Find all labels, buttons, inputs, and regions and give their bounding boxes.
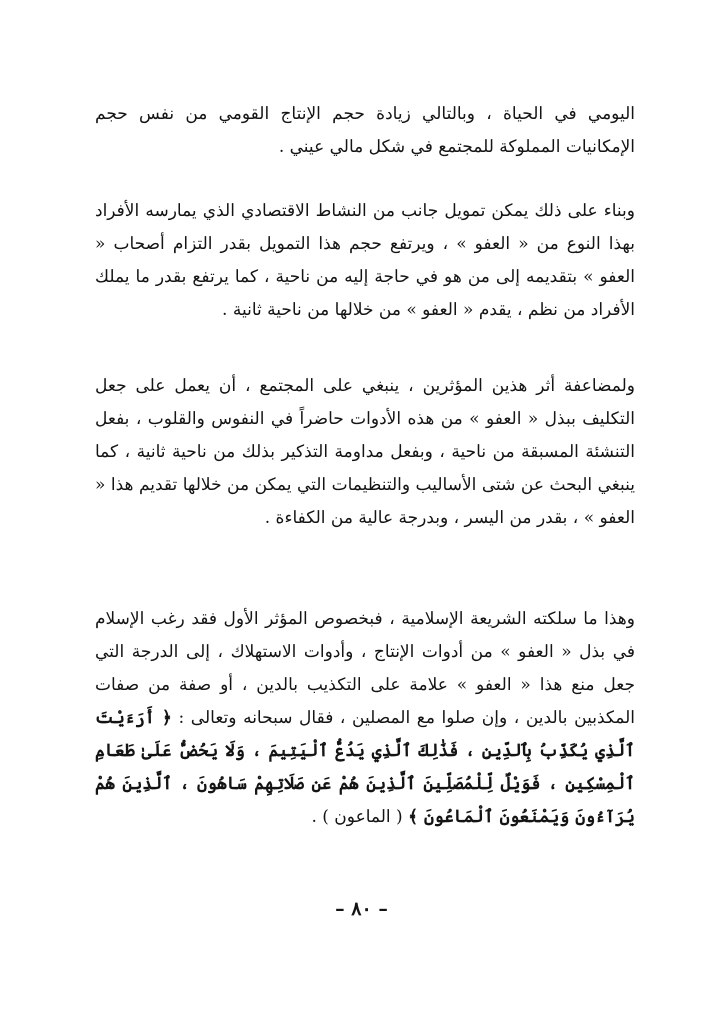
verse-citation: ( الماعون ) .	[311, 807, 403, 827]
paragraph	[95, 98, 635, 164]
paragraph-text	[95, 603, 635, 834]
quran-verse: ﴿ أَرَءَيْتَ ٱلَّذِي يُكَذِّبُ بِٱلدِّينِ ، فَذَٰلِكَ ٱلَّذِي يَدُعُّ ٱلْيَتِيمَ ، وَلَا يَحُضُّ عَلَىٰ طَعَامِ ٱلْمِسْكِينِ ، فَوَيْلٌ لِّلْمُصَلِّينَ ٱلَّذِينَ هُمْ عَن صَلَاتِهِمْ سَاهُونَ ، ٱلَّذِينَ هُمْ يُرَآءُونَ وَيَمْنَعُونَ ٱلْمَاعُونَ ﴾	[95, 708, 635, 827]
page-number: – ٨٠ –	[335, 898, 388, 920]
paragraph-intro: وهذا ما سلكته الشريعة الإسلامية ، فبخصوص المؤثر الأول فقد رغب الإسلام في بذل « العفو » من أدوات الإنتاج ، وأدوات الاستهلاك ، إلى الدرجة التي جعل منع هذا « العفو » علامة على التكذيب بالدين ، أو صفة من صفات المكذبين بالدين ، وإن صلوا مع المصلين ، فقال سبحانه وتعالى :	[95, 609, 635, 728]
paragraph-text: اليومي في الحياة ، وبالتالي زيادة حجم الإنتاج القومي من نفس حجم الإمكانيات المملوكة للمجتمع في شكل مالي عيني .	[95, 104, 635, 157]
paragraph	[95, 370, 635, 535]
paragraph	[95, 195, 635, 327]
paragraph-text: وبناء على ذلك يمكن تمويل جانب من النشاط الاقتصادي الذي يمارسه الأفراد بهذا النوع من « العفو » ، ويرتفع حجم هذا التمويل بقدر التزام أصحاب « العفو » بتقديمه إلى من هو في حاجة إليه من ناحية ، كما يرتفع بقدر ما يملك الأفراد من نظم ، يقدم « العفو » من خلالها من ناحية ثانية .	[95, 201, 635, 320]
paragraph-with-verse	[95, 603, 635, 834]
paragraph-text: ولمضاعفة أثر هذين المؤثرين ، ينبغي على المجتمع ، أن يعمل على جعل التكليف ببذل « العفو » من هذه الأدوات حاضراً في النفوس والقلوب ، بفعل التنشئة المسبقة من ناحية ، وبفعل مداومة التذكير بذلك من ناحية ثانية ، كما ينبغي البحث عن شتى الأساليب والتنظيمات التي يمكن من خلالها تقديم هذا « العفو » ، بقدر من اليسر ، وبدرجة عالية من الكفاءة .	[95, 376, 635, 528]
